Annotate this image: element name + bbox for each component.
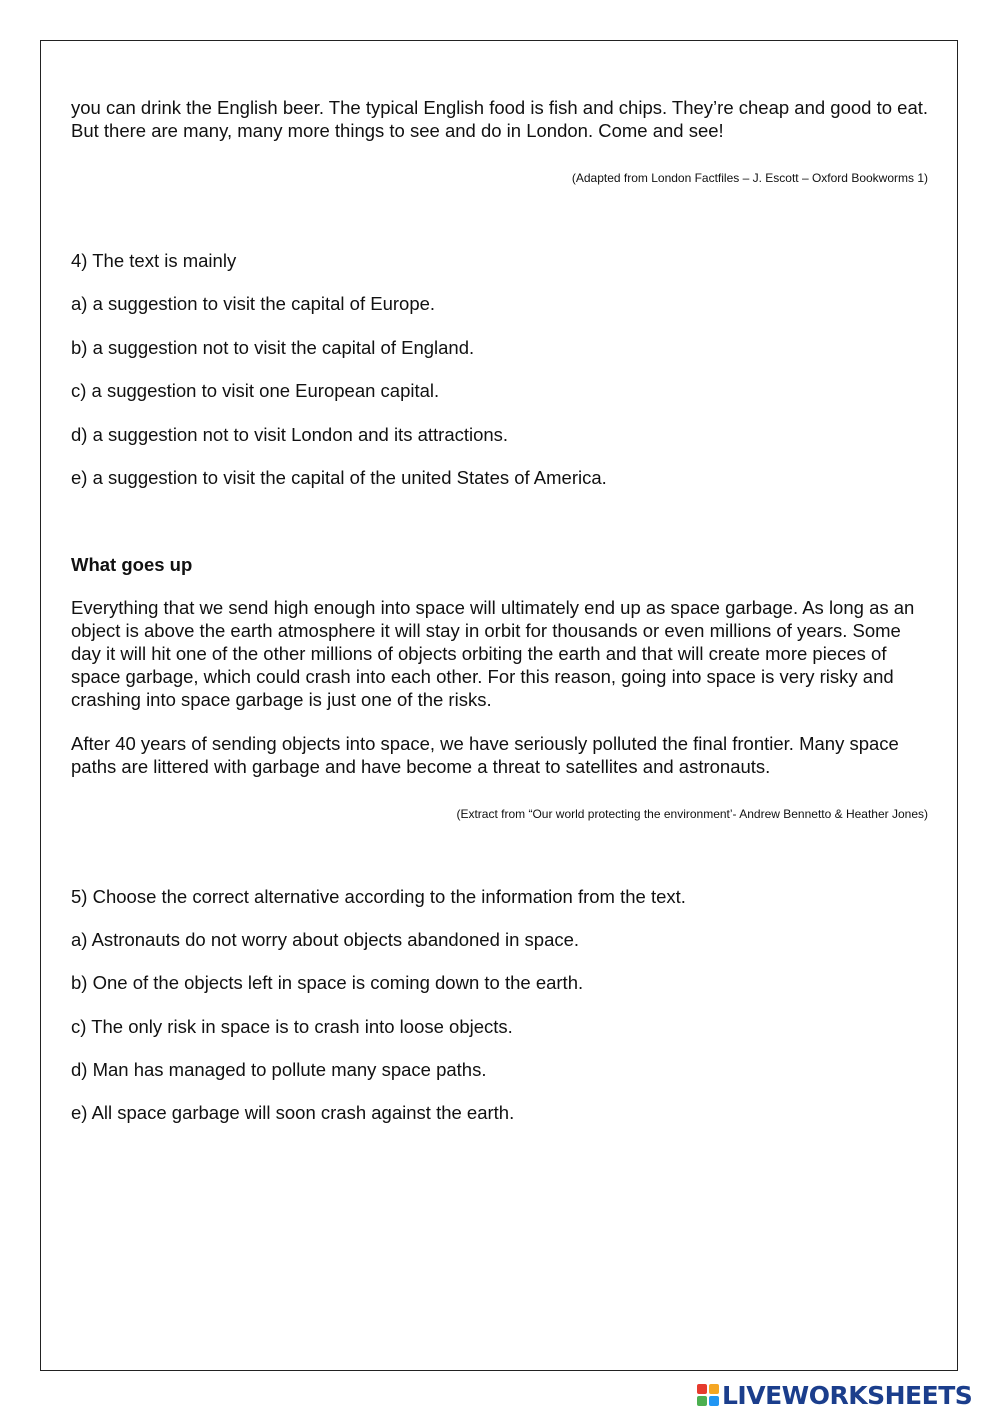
question-5-option-d[interactable] [71,1058,929,1081]
question-5-prompt [71,885,929,908]
option-text: e) a suggestion to visit the capital of the united States of America. [71,467,607,488]
question-4-option-a[interactable] [71,292,929,315]
logo-square-icon [697,1384,707,1394]
question-4-option-c[interactable] [71,379,929,402]
logo-square-icon [709,1396,719,1406]
passage-2-title [71,553,929,576]
question-prompt: 5) Choose the correct alternative according to the information from the text. [71,886,686,907]
option-text: a) Astronauts do not worry about objects abandoned in space. [71,929,580,950]
question-5-option-b[interactable] [71,971,929,994]
question-4-prompt [71,249,929,272]
option-text: e) All space garbage will soon crash against the earth. [71,1102,515,1123]
question-5-option-a[interactable] [71,928,929,951]
paragraph-text: After 40 years of sending objects into space, we have seriously polluted the final frontier. Many space paths are littered with garbage and have become a threat to satellites and astronauts. [71,733,899,777]
logo-square-icon [697,1396,707,1406]
option-text: a) a suggestion to visit the capital of Europe. [71,293,436,314]
liveworksheets-logo[interactable] [697,1380,972,1410]
question-4-option-d[interactable] [71,423,929,446]
option-text: c) a suggestion to visit one European capital. [71,380,440,401]
passage-1-text: you can drink the English beer. The typical English food is fish and chips. They’re cheap and good to eat. But there are many, many more things to see and do in London. Come and see! [71,97,929,141]
option-text: c) The only risk in space is to crash into loose objects. [71,1016,513,1037]
logo-text: LIVEWORKSHEETS [722,1380,973,1410]
passage-1 [71,96,929,142]
passage-1-source: (Adapted from London Factfiles – J. Escott – Oxford Bookworms 1) [571,171,928,185]
logo-square-icon [709,1384,719,1394]
question-prompt: 4) The text is mainly [71,250,237,271]
passage-2-source: (Extract from “Our world protecting the environment’- Andrew Bennetto & Heather Jones) [456,807,928,821]
question-4-option-e[interactable] [71,466,929,489]
section-heading: What goes up [71,554,193,575]
question-4-option-b[interactable] [71,336,929,359]
question-5-option-e[interactable] [71,1101,929,1124]
option-text: d) a suggestion not to visit London and its attractions. [71,424,509,445]
paragraph-text: Everything that we send high enough into space will ultimately end up as space garbage. As long as an object is above the earth atmosphere it will stay in orbit for thousands or even millions of years. Some day it will hit one of the other millions of objects orbiting the earth and that will create more pieces of space garbage, which could crash into each other. For this reason, going into space is very risky and crashing into space garbage is just one of the risks. [71,597,915,710]
passage-2-paragraph-2 [71,732,929,778]
option-text: d) Man has managed to pollute many space paths. [71,1059,487,1080]
liveworksheets-logo-icon [697,1384,719,1406]
question-5-option-c[interactable] [71,1015,929,1038]
option-text: b) a suggestion not to visit the capital of England. [71,337,475,358]
option-text: b) One of the objects left in space is coming down to the earth. [71,972,584,993]
passage-2-paragraph-1 [71,596,929,711]
